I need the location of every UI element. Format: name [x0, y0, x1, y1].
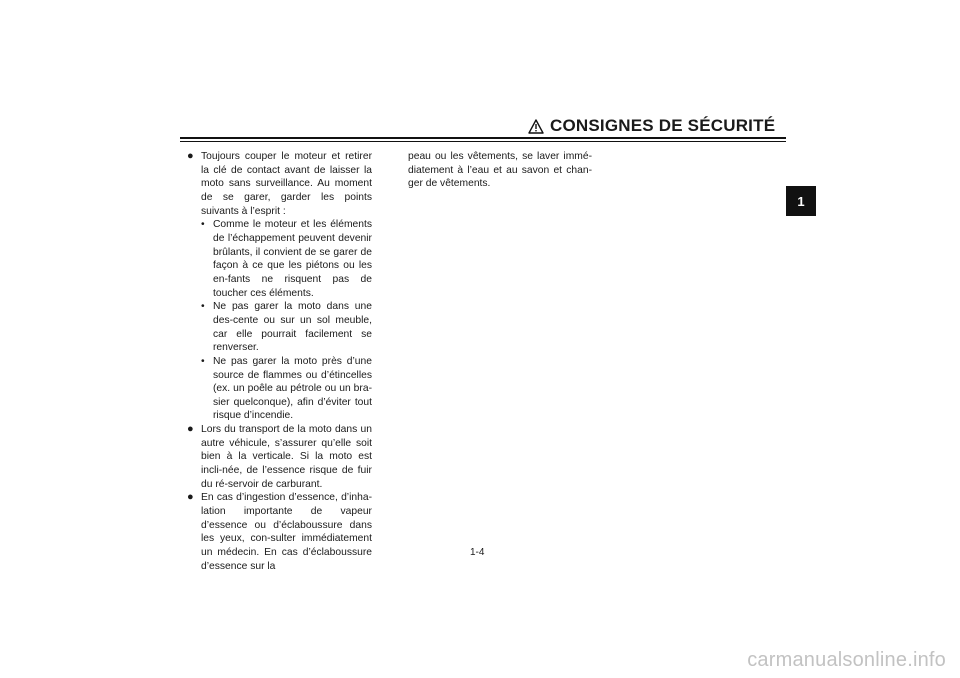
- sub-bullet-item: [188, 355, 372, 423]
- sub-bullet-mark: •: [201, 355, 205, 367]
- sub-bullet-text: Comme le moteur et les éléments de l’échappement peuvent devenir brûlants, il convient de se garer de façon à ce que les piétons ou les en-fants ne risquent pas de toucher ces éléments.: [213, 219, 372, 299]
- chapter-number: 1: [797, 193, 805, 209]
- warning-triangle-icon: [528, 119, 544, 134]
- sub-bullet-text: Ne pas garer la moto dans une des-cente ou sur un sol meuble, car elle pourrait facilement se renverser.: [213, 301, 372, 354]
- page-title: CONSIGNES DE SÉCURITÉ: [550, 116, 776, 135]
- bullet-item: [188, 423, 372, 491]
- bullet-item: [188, 150, 372, 218]
- sub-bullet-item: [188, 218, 372, 300]
- bullet-text: Lors du transport de la moto dans un autre véhicule, s’assurer qu’elle soit bien à la verticale. Si la moto est incli-née, de l’essence risque de fuir du ré-servoir de carburant.: [201, 424, 372, 490]
- bullet-item: [188, 491, 372, 573]
- header-rule-thin: [180, 141, 786, 142]
- bullet-text: Toujours couper le moteur et retirer la clé de contact avant de laisser la moto sans surveillance. Au moment de se garer, garder les points suivants à l’esprit :: [201, 151, 372, 217]
- header-rule: [180, 137, 786, 139]
- chapter-tab: [786, 186, 816, 216]
- page-number: 1-4: [470, 547, 485, 558]
- sub-bullet-item: [188, 300, 372, 355]
- bullet-mark: ●: [187, 491, 194, 504]
- right-column: [408, 150, 592, 191]
- sub-bullet-mark: •: [201, 219, 205, 231]
- bullet-text: En cas d’ingestion d’essence, d’inha-lation importante de vapeur d’essence ou d’éclaboussure dans les yeux, con-sulter immédiatement un médecin. En cas d’éclaboussure d’essence sur la: [201, 492, 372, 572]
- bullet-mark: ●: [187, 150, 194, 162]
- bullet-mark: ●: [187, 423, 194, 436]
- watermark: carmanualsonline.info: [747, 649, 946, 671]
- page-header: [528, 116, 775, 136]
- continued-text: peau ou les vêtements, se laver immé-diatement à l’eau et au savon et chan-ger de vêtements.: [408, 151, 592, 190]
- left-column: [188, 150, 372, 573]
- sub-bullet-text: Ne pas garer la moto près d’une source de flammes ou d’étincelles (ex. un poêle au pétrole ou un bra-sier quelconque), afin d’éviter tout risque d’incendie.: [213, 355, 372, 422]
- continued-paragraph: [408, 150, 592, 191]
- sub-bullet-mark: •: [201, 301, 205, 313]
